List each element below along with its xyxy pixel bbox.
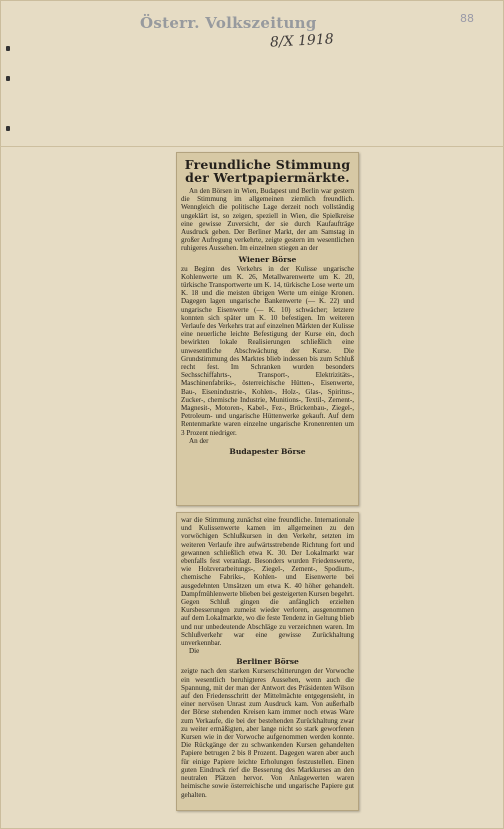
- section-lead-berlin: Die: [189, 647, 200, 656]
- fold-line: [0, 146, 504, 147]
- punch-hole-bottom: [6, 126, 10, 131]
- page-number: 88: [460, 12, 474, 25]
- article-headline: Freundliche Stimmung der Wertpapiermärkte.: [184, 157, 351, 185]
- section-lead-budapest: An der: [189, 436, 209, 445]
- clipping-upper: [176, 152, 359, 506]
- section-title-budapester-boerse: Budapester Börse: [229, 447, 306, 457]
- handwritten-date: 8/X 1918: [269, 31, 335, 51]
- article-intro: An den Börsen in Wien, Budapest und Berlin war gestern die Stimmung im allgemeinen ziemlich freundlich. Wenngleich die politische Lage derzeit noch vollständig ungeklärt ist, so zeigen, speziell in Wien, die Spielkreise eine gewisse Zuversicht, der sie durch Kaufaufträge Ausdruck geben. Der Berliner Markt, der am Samstag in großer Aufregung verkehrte, zeigte gestern im wesentlichen ruhigeres Aussehen. Im einzelnen stiegen an der: [181, 187, 354, 253]
- section-title-wiener-boerse: Wiener Börse: [238, 254, 297, 264]
- section-text-budapester-boerse: war die Stimmung zunächst eine freundliche. Internationale und Kulissenwerte kamen im allgemeinen zu den vorwöchigen Schlußkursen in den Verkehr, setzten im weiteren Verlaufe ihre aufwärtsstrebende Richtung fort und gewannen schließlich etwa K. 30. Der Lokalmarkt war ebenfalls fest veranlagt. Besonders wurden Friedenswerte, wie Holzverarbeitungs-, Ziegel-, Zement-, Spodium-, chemische Fabriks-, Kohlen- und Eisenwerte bei ausgedehnten Umsätzen um etwa K. 40 höher gehandelt. Dampfmühlenwerte blieben bei gesteigerten Kursen begehrt. Gegen Schluß gingen die anfänglich erzielten Kursbesserungen zumeist wieder verloren, ausgenommen auf dem Lokalmarkte, wo die feste Tendenz in Geltung blieb und nur unbedeutende Abschläge zu verzeichnen waren. Im Schlußverkehr war eine gewisse Zurückhaltung unverkennbar.: [181, 516, 354, 648]
- section-text-berliner-boerse: zeigte nach den starken Kurserschütterungen der Vorwoche ein wesentlich beruhigteres Aussehen, wenn auch die Spannung, mit der man der Antwort des Präsidenten Wilson auf den Friedensschritt der Mittelmächte entgegensieht, in einer nervösen Unrast zum Ausdruck kam. Von außerhalb der Börse stehenden Kreisen kam immer noch etwas Ware zum Verkaufe, die bei der bestehenden Zurückhaltung zwar zu weiter ermäßigten, aber lange nicht so stark geworfenen Kursen wie in der Vorwoche aufgenommen werden konnte. Die Rückgänge der zu schwankenden Kursen gehandelten Papiere betrugen 2 bis 8 Prozent. Dagegen waren aber auch für einige Papiere leichte Erholungen festzustellen. Einen guten Eindruck rief die Besserung des Markkurses an den neutralen Plätzen hervor. Von Anlagewerten waren heimische sowie österreichische und ungarische Papiere gut gehalten.: [181, 667, 354, 799]
- punch-hole-middle: [6, 76, 10, 81]
- newspaper-stamp: Österr. Volkszeitung: [140, 14, 317, 32]
- section-text-wiener-boerse: zu Beginn des Verkehrs in der Kulisse ungarische Kohlenwerte um K. 26, Metallwarenwerte um K. 20, türkische Transportwerte um K. 14, türkische Lose werte um K. 18 und die meisten übrigen Werte um einige Kronen. Dagegen lagen ungarische Bankenwerte (— K. 22) und ungarische Eisenwerte (— K. 10) schwächer; letztere konnten sich später um K. 10 befestigen. Im weiteren Verlaufe des Verkehrs trat auf einzelnen Märkten der Kulisse eine neuerliche leichte Befestigung der Kurse ein, doch bewirkten lokale Realisierungen schließlich eine unwesentliche Abschwächung der Kurse. Die Grundstimmung des Marktes blieb indessen bis zum Schluß recht fest. Im Schranken wurden besonders Sechsschiffahrts-, Transport-, Elektrizitäts-, Maschinenfabriks-, österreichische Hütten-, Eisenwerte, Bau-, Eisenindustrie-, Kohlen-, Holz-, Glas-, Spiritus-, Zucker-, chemische Industrie, Munitions-, Textil-, Zement-, Magnesit-, Motoren-, Kabel-, Fez-, Brückenbau-, Ziegel-, Petroleum- und ungarische Hüttenwerke gekauft. Auf dem Rentenmarkte waren einzelne ungarische Kronenrenten um 3 Prozent niedriger.: [181, 264, 354, 437]
- section-title-berliner-boerse: Berliner Börse: [236, 657, 299, 667]
- punch-hole-top: [6, 46, 10, 51]
- clipping-lower: [176, 512, 359, 811]
